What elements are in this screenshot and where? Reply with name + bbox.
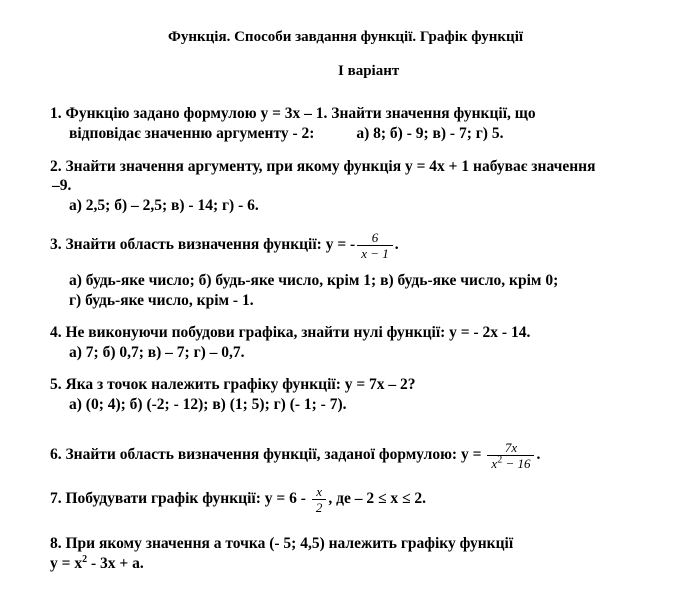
- question-6-text: 6. Знайти область визначення функції, заданої формулою: у =: [50, 446, 482, 464]
- question-6-den-base: x: [491, 456, 498, 471]
- question-2-line-1: 2. Знайти значення аргументу, при якому функція у = 4х + 1 набуває значення: [50, 158, 596, 175]
- question-2-answers: а) 2,5; б) – 2,5; в) - 14; г) - 6.: [69, 197, 259, 214]
- question-3-answers-line-1: а) будь-яке число; б) будь-яке число, крім 1; в) будь-яке число, крім 0;: [69, 272, 559, 289]
- question-8-line-2-b: - 3х + а.: [87, 555, 144, 572]
- question-8-line-1: 8. При якому значення а точка (- 5; 4,5) належить графіку функції: [50, 535, 514, 552]
- question-7-rest: , де – 2 ≤ х ≤ 2.: [328, 490, 426, 508]
- worksheet-title: Функція. Способи завдання функції. Графік функції: [168, 29, 524, 45]
- question-4-text: 4. Не виконуючи побудови графіка, знайти нулі функції: у = - 2х - 14.: [50, 324, 531, 341]
- question-1-line-2: [69, 125, 503, 143]
- question-3-end: .: [394, 236, 399, 254]
- question-1-line-2-text: відповідає значенню аргументу - 2:: [69, 125, 315, 142]
- question-3-text: 3. Знайти область визначення функції: у = -: [50, 236, 356, 254]
- question-4-answers: а) 7; б) 0,7; в) – 7; г) – 0,7.: [69, 344, 245, 361]
- question-7-line: [50, 484, 426, 515]
- question-2-line-2: –9.: [52, 177, 72, 194]
- question-6-end: .: [536, 446, 541, 464]
- question-3-fraction-numerator: 6: [371, 230, 379, 245]
- variant-label: І варіант: [338, 63, 400, 79]
- question-3-answers-line-2: г) будь-яке число, крім - 1.: [69, 292, 254, 309]
- question-7-fraction-denominator: 2: [312, 499, 327, 515]
- question-6-fraction-numerator: 7x: [504, 440, 518, 455]
- question-3-fraction-denominator: x − 1: [357, 245, 393, 261]
- question-8-line-2: [50, 555, 144, 573]
- question-6-line: [50, 440, 540, 471]
- question-1-answers: а) 8; б) - 9; в) - 7; г) 5.: [356, 125, 504, 142]
- question-1-line-1: 1. Функцію задано формулою y = 3х – 1. Знайти значення функції, що: [50, 105, 536, 122]
- question-3-line: [50, 230, 399, 261]
- question-6-fraction-denominator: [487, 455, 534, 471]
- question-7-text: 7. Побудувати графік функції: у = 6 -: [50, 490, 306, 508]
- question-7-fraction: [312, 484, 327, 515]
- question-8-exponent: 2: [82, 553, 88, 565]
- question-6-den-exponent: 2: [497, 454, 503, 466]
- question-8-line-2-a: у = х: [50, 555, 83, 572]
- question-5-answers: а) (0; 4); б) (-2; - 12); в) (1; 5); г) (- 1; - 7).: [69, 396, 347, 413]
- question-3-fraction: [357, 230, 393, 261]
- question-7-fraction-numerator: x: [316, 484, 323, 499]
- question-5-text: 5. Яка з точок належить графіку функції: у = 7х – 2?: [50, 376, 416, 393]
- question-6-fraction: [487, 440, 534, 471]
- question-6-den-rest: − 16: [502, 456, 531, 471]
